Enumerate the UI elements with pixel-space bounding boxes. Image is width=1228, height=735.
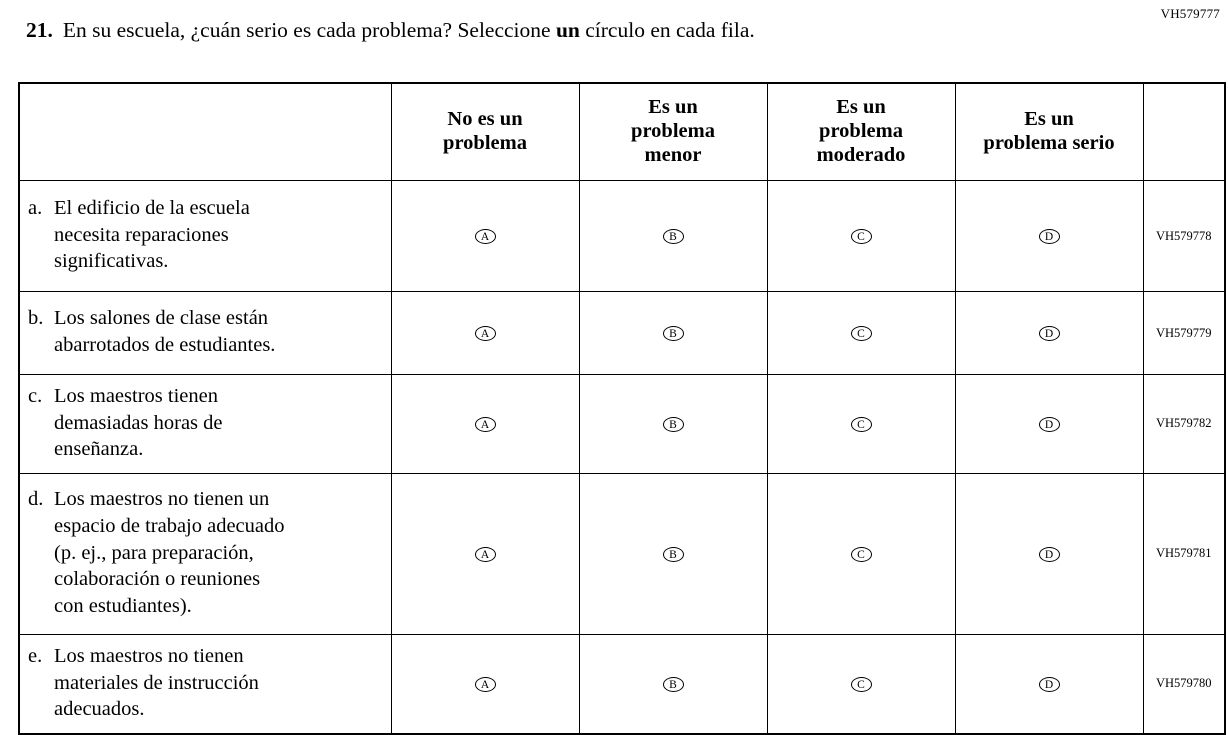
row-a-text [54,195,383,275]
row-e-line1: Los maestros no tienen [54,644,244,667]
bubble-a[interactable]: A [475,547,496,562]
header-option-c-line2: problema [819,120,903,143]
row-d-stem [19,473,391,634]
bubble-a[interactable]: A [475,229,496,244]
bubble-a[interactable]: A [475,326,496,341]
header-option-a-line1: No es un [447,108,523,131]
table-body [19,181,1225,734]
header-option-b-line1: Es un [648,96,698,119]
row-c-text [54,383,383,463]
row-b-stem [19,292,391,375]
table-row [19,634,1225,734]
bubble-b[interactable]: B [663,677,684,692]
bubble-b[interactable]: B [663,326,684,341]
bubble-d[interactable]: D [1039,417,1060,432]
row-a-letter: a. [28,197,43,220]
header-stem-blank [19,83,391,181]
row-d-line1: Los maestros no tienen un [54,488,270,511]
row-c-option-d[interactable] [955,375,1143,474]
row-b-text [54,305,383,358]
question-number: 21. [26,18,53,42]
row-e-option-a[interactable] [391,634,579,734]
bubble-b[interactable]: B [663,417,684,432]
header-option-c-line3: moderado [816,143,906,166]
header-option-b [579,83,767,181]
bubble-d[interactable]: D [1039,326,1060,341]
row-b-line1: Los salones de clase están [54,307,269,330]
table-row [19,473,1225,634]
header-option-d-line1: Es un [1024,108,1074,131]
row-a-option-b[interactable] [579,181,767,292]
page-item-id: VH579777 [1160,6,1220,21]
row-e-option-d[interactable] [955,634,1143,734]
row-c-line2: demasiadas horas de [54,411,223,434]
bubble-d[interactable]: D [1039,547,1060,562]
header-option-a-line2: problema [443,132,527,154]
row-c-letter: c. [28,385,43,407]
table-row [19,292,1225,375]
row-c-line1: Los maestros tienen [54,385,218,407]
row-c-line3: enseñanza. [54,438,144,461]
row-a-option-c[interactable] [767,181,955,292]
row-e-letter: e. [28,644,43,667]
row-a-stem [19,181,391,292]
bubble-d[interactable]: D [1039,229,1060,244]
question-text-after: círculo en cada fila. [579,18,755,42]
bubble-c[interactable]: C [851,229,872,244]
row-d-id: VH579781 [1143,473,1225,634]
table-row [19,181,1225,292]
row-c-option-b[interactable] [579,375,767,474]
row-e-stem [19,634,391,734]
row-a-id: VH579778 [1143,181,1225,292]
question-prompt [26,18,755,43]
header-option-a [391,83,579,181]
response-matrix-table [18,82,1226,735]
row-d-text [54,486,383,619]
bubble-c[interactable]: C [851,547,872,562]
row-d-option-d[interactable] [955,473,1143,634]
bubble-a[interactable]: A [475,417,496,432]
row-d-option-a[interactable] [391,473,579,634]
row-d-option-c[interactable] [767,473,955,634]
row-c-option-a[interactable] [391,375,579,474]
row-d-line2: espacio de trabajo adecuado [54,514,285,537]
header-option-d [955,83,1143,181]
row-e-option-b[interactable] [579,634,767,734]
bubble-c[interactable]: C [851,326,872,341]
question-text-emphasis: un [555,18,580,42]
header-id-blank [1143,83,1225,181]
header-option-b-line2: problema [631,120,715,143]
row-d-line5: con estudiantes). [54,594,192,617]
question-text-before: En su escuela, ¿cuán serio es cada problema? Seleccione [62,18,556,42]
row-b-line2: abarrotados de estudiantes. [54,334,276,356]
row-d-line4: colaboración o reuniones [54,568,261,591]
row-d-line3: (p. ej., para preparación, [54,541,254,564]
row-c-stem [19,375,391,474]
row-a-line3: significativas. [54,250,169,273]
bubble-c[interactable]: C [851,417,872,432]
row-a-option-a[interactable] [391,181,579,292]
row-b-letter: b. [28,307,44,330]
row-e-line3: adecuados. [54,698,145,721]
bubble-b[interactable]: B [663,547,684,562]
row-e-id: VH579780 [1143,634,1225,734]
bubble-a[interactable]: A [475,677,496,692]
row-a-line1: El edificio de la escuela [54,197,250,220]
row-e-line2: materiales de instrucción [54,671,259,694]
bubble-b[interactable]: B [663,229,684,244]
row-d-letter: d. [28,488,44,511]
row-c-option-c[interactable] [767,375,955,474]
bubble-c[interactable]: C [851,677,872,692]
row-c-id: VH579782 [1143,375,1225,474]
row-a-option-d[interactable] [955,181,1143,292]
row-b-option-b[interactable] [579,292,767,375]
row-b-option-c[interactable] [767,292,955,375]
bubble-d[interactable]: D [1039,677,1060,692]
header-row [19,83,1225,181]
row-b-id: VH579779 [1143,292,1225,375]
row-b-option-d[interactable] [955,292,1143,375]
row-d-option-b[interactable] [579,473,767,634]
header-option-c-line1: Es un [836,96,886,119]
table-header [19,83,1225,181]
header-option-d-line2: problema serio [983,132,1115,154]
row-b-option-a[interactable] [391,292,579,375]
header-option-b-line3: menor [644,143,702,166]
row-e-text [54,643,383,723]
table-row [19,375,1225,474]
row-a-line2: necesita reparaciones [54,223,229,246]
header-option-c [767,83,955,181]
row-e-option-c[interactable] [767,634,955,734]
